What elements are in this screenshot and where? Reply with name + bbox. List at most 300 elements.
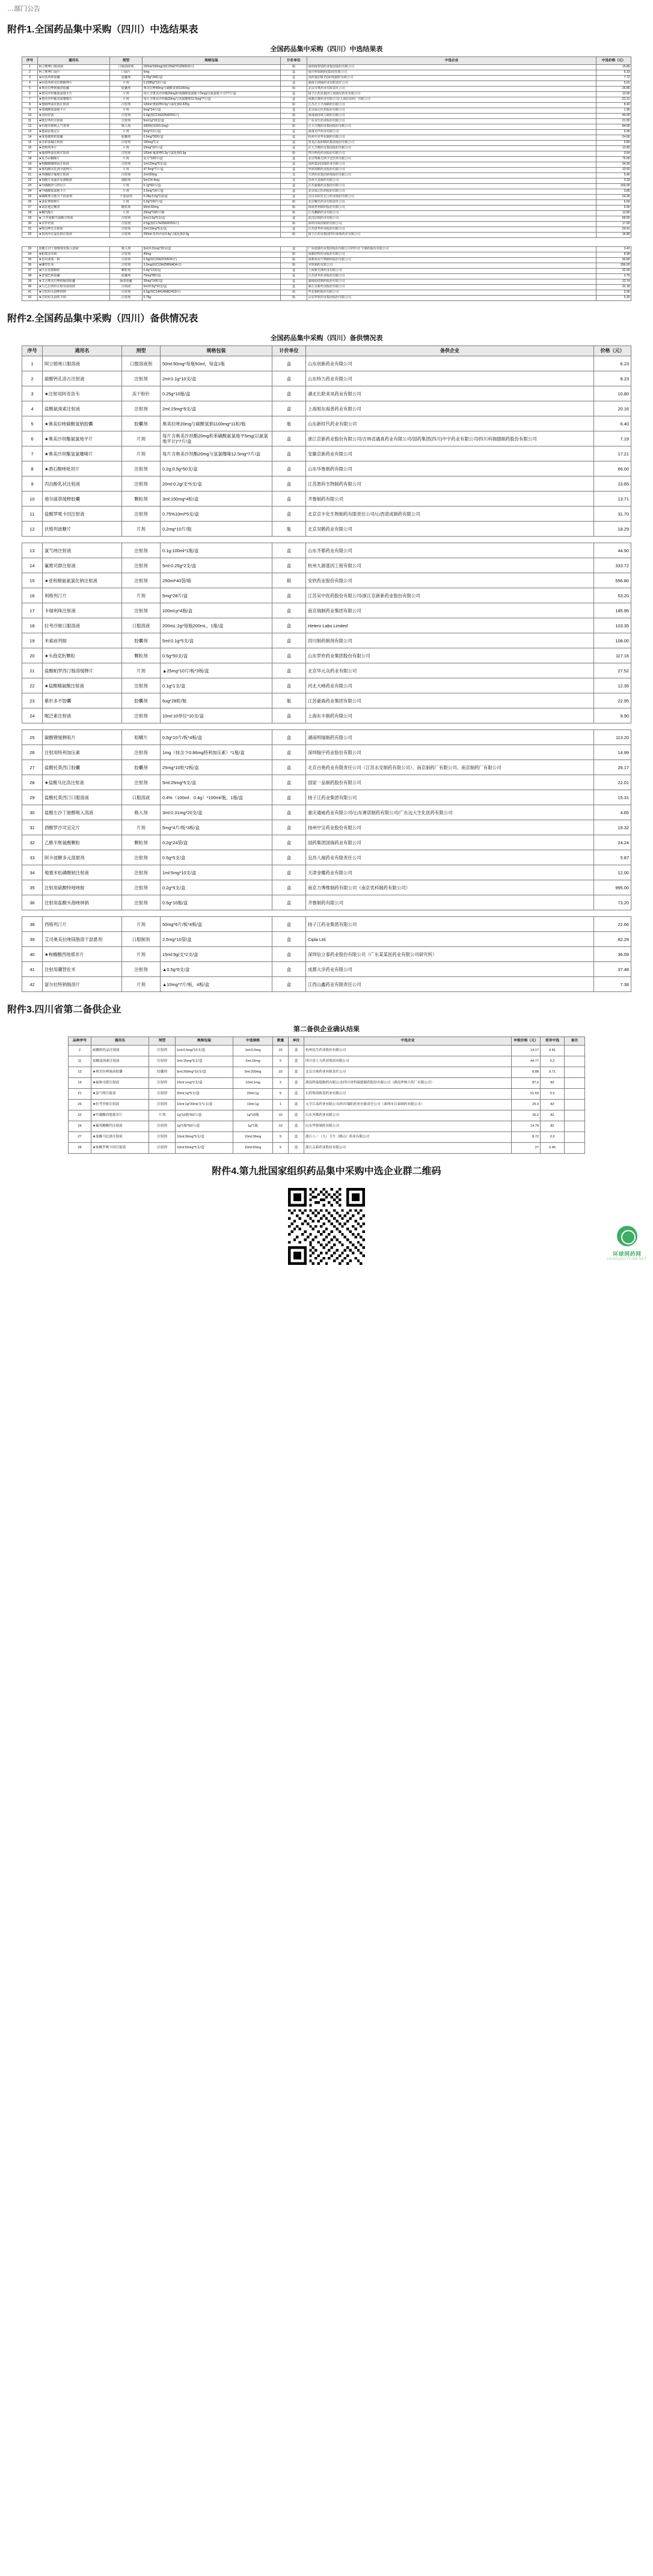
table-cell: 23 xyxy=(22,693,43,708)
table2-body-1 xyxy=(22,543,631,723)
table-cell: 24 xyxy=(69,1121,91,1131)
table-cell: 5mg*12片/盒 xyxy=(143,130,281,135)
table-cell: 滴眼剂 xyxy=(110,178,143,184)
table-cell: 2ml:90mg xyxy=(143,173,281,178)
table-cell: 盒 xyxy=(281,247,307,252)
table-cell: 13 xyxy=(22,543,43,558)
table-cell: 成都倍特药业股份有限公司 xyxy=(307,252,596,258)
table-cell: 31 xyxy=(22,227,38,233)
table-cell: 1 xyxy=(22,65,38,70)
table-row xyxy=(22,356,631,371)
table-cell: 100ml:p*4瓶/盒 xyxy=(161,603,272,618)
table-cell: 瓶 xyxy=(281,296,307,301)
table-cell: 氟维司群注射液 xyxy=(43,558,122,573)
table-cell: 0.2285g*12片/盒 xyxy=(143,81,281,87)
table-cell: 34.90 xyxy=(596,162,631,168)
table-cell: 18.29 xyxy=(594,522,631,537)
table-cell: 16.80 xyxy=(596,233,631,238)
table-row xyxy=(69,1099,585,1110)
table-cell xyxy=(565,1056,585,1067)
table-cell: 3ml:150mg*4粒/盒 xyxy=(161,492,272,507)
table-cell: 0.1g:100ml*1瓶/盒 xyxy=(161,543,272,558)
table-cell: 颗粒剂 xyxy=(122,648,161,663)
table-row xyxy=(22,850,631,865)
table-cell: ★葡萄糖酸钙注射液 xyxy=(91,1121,149,1131)
th-index: 序号 xyxy=(22,346,43,356)
table-row xyxy=(22,76,631,81)
table-cell: 广东迪康药业集团股份有限公司/四川汇宇制药股份有限公司 xyxy=(307,247,596,252)
table-cell: 29 xyxy=(22,216,38,222)
th-company: 中选企业 xyxy=(307,57,596,65)
table-cell: ★奥美拉唑钠肠溶胶囊 xyxy=(38,87,110,92)
table-cell: 盒 xyxy=(272,492,306,507)
table-cell: 28 xyxy=(69,1142,91,1153)
table-cell: 10 xyxy=(273,1067,289,1077)
table-cell: 20.16 xyxy=(594,401,631,416)
table-row xyxy=(22,947,631,962)
table-cell: 22 xyxy=(22,178,38,184)
th-dosage-form: 剂型 xyxy=(122,346,161,356)
table-cell: 5.87 xyxy=(594,850,631,865)
table-cell: 盒 xyxy=(272,932,306,947)
table-cell: ★地氯雷他定片 xyxy=(38,130,110,135)
table-cell: 33 xyxy=(22,247,38,252)
table-cell: 山东新时代药业有限公司 xyxy=(306,416,594,431)
table-cell: 36 xyxy=(22,263,38,269)
table-cell: 天津金耀药业有限公司 xyxy=(306,865,594,880)
table-cell: ★美罗培南 xyxy=(38,222,110,227)
table-cell: 注射用硼替佐米 xyxy=(43,962,122,977)
table-cell: 山东罗欣药业集团股份有限公司 xyxy=(306,648,594,663)
table-cell: ★盐酸马比洛注射液 xyxy=(91,1131,149,1142)
table-cell: 华润双鹤药业股份有限公司 xyxy=(307,168,596,173)
table-cell: 14.99 xyxy=(594,745,631,760)
table-cell: 四川制药制剂有限公司 xyxy=(306,633,594,648)
table-cell: 38 xyxy=(22,917,43,932)
table-cell: 169.00 xyxy=(596,184,631,189)
table-cell: 片剂 xyxy=(110,184,143,189)
table-cell: 200mL:2g*每瓶200mL，1瓶/盒 xyxy=(161,618,272,633)
table-cell: ★盐酸罗哌卡因注射液 xyxy=(91,1142,149,1153)
table-cell: 注射液 xyxy=(110,285,143,290)
table-cell: 0.2g*24袋/盒 xyxy=(161,835,272,850)
table-row xyxy=(22,81,631,87)
table-cell: 82 xyxy=(541,1099,565,1110)
table-cell: 上海旭东海普药业有限公司 xyxy=(306,401,594,416)
table-row xyxy=(22,195,631,200)
table-cell: 宜昌东阳光长江药业股份有限公司 xyxy=(307,195,596,200)
table-cell: 100ml:氟康唑0.2g与氯化钠0.9g xyxy=(143,151,281,157)
table-cell: 31 xyxy=(22,820,43,835)
table-cell: 注射剂 xyxy=(110,252,143,258)
table-cell: ★注射用头孢唑林钠 xyxy=(38,290,110,296)
table-cell: 片剂 xyxy=(122,588,161,603)
table-cell: 盐酸左沙丁胺醇雾化吸入溶液 xyxy=(38,247,110,252)
table-cell: ★奥美沙坦酯氢氯噻嗪片 xyxy=(38,97,110,103)
table-cell: 片剂 xyxy=(149,1110,176,1121)
table-cell: 6.40 xyxy=(594,416,631,431)
table-cell: 盒 xyxy=(272,895,306,910)
table-cell: 23.65 xyxy=(594,477,631,492)
table-cell: 盒 xyxy=(281,279,307,285)
table-cell: 47.5mg*7片/盒 xyxy=(143,168,281,173)
table-cell: 17.21 xyxy=(594,446,631,461)
table-row xyxy=(22,522,631,537)
table-cell: ★匹多莫德颗粒 xyxy=(38,269,110,274)
table-cell: 北京华元众药业有限公司 xyxy=(306,663,594,678)
th-generic-name: 通用名 xyxy=(91,1037,149,1046)
table-cell: 瓶 xyxy=(281,151,307,157)
table-cell: ★苯磺酸氨氯地平片 xyxy=(38,108,110,114)
table-cell: 4 xyxy=(22,81,38,87)
th-spec-package: 规格包装 xyxy=(143,57,281,65)
table-cell: 杭州中美华东制药有限公司 xyxy=(307,135,596,141)
table-cell: 6.06 xyxy=(596,130,631,135)
table-cell: 41 xyxy=(22,962,43,977)
table-cell: 5mg*4片/板*3板/盒 xyxy=(161,820,272,835)
table-cell: 注射剂 xyxy=(122,401,161,416)
table-cell: 口服溶液剂 xyxy=(122,356,161,371)
table-cell: 26 xyxy=(22,200,38,206)
table-cell: 盒 xyxy=(272,865,306,880)
table-cell: 浙江八一（九）卫生（鹤山）药业有限公司 xyxy=(304,1131,512,1142)
th-item-index: 品种序号 xyxy=(69,1037,91,1046)
table-cell: 51.69 xyxy=(512,1088,541,1099)
table-cell: 29.91 xyxy=(596,227,631,233)
table-row xyxy=(22,790,631,805)
table-cell: 250ml:莫西沙星0.4g与氯化钠2.0g xyxy=(143,233,281,238)
table-cell: 0.5g(按C17H25N3O5S计) xyxy=(143,222,281,227)
table-cell: 2 xyxy=(69,1045,91,1056)
table-cell: 盐酸左沙丁胺醇吸入溶液 xyxy=(43,805,122,820)
table-cell: 江苏吴中医药股份有限公司/浙江京新新药业股份有限公司 xyxy=(306,588,594,603)
table-cell: ★氯化钾缓释片 xyxy=(38,200,110,206)
table-row xyxy=(22,492,631,507)
table-cell: 元亨江南药业有限公司/四川蜀阳药业有限责任公司（深圳市百泰制药有限公司） xyxy=(304,1099,512,1110)
table-cell: 片剂 xyxy=(122,522,161,537)
table-cell: 北京百奥药业有限责任公司 xyxy=(304,1067,512,1077)
table-cell: 15 xyxy=(22,141,38,146)
table-cell: 瓶 xyxy=(272,522,306,537)
table-cell: 5 xyxy=(22,416,43,431)
table-cell: 深圳翰宇药业股份有限公司 xyxy=(306,745,594,760)
table-cell: 10 xyxy=(22,114,38,119)
table-cell: 注射剂 xyxy=(110,114,143,119)
table-cell: 12.00 xyxy=(594,865,631,880)
table-cell: 9.90 xyxy=(594,708,631,723)
table-cell: 14 xyxy=(22,135,38,141)
table-cell: 每片含奥美沙坦酯20mg与氢氯噻嗪12.5mg*7片/盒 xyxy=(143,97,281,103)
table-cell: ★普瑞巴林胶囊 xyxy=(38,274,110,279)
table-cell: 盒 xyxy=(281,92,307,97)
table-cell: 支 xyxy=(281,173,307,178)
table-cell: 5ml:25mg*5支/盒 xyxy=(161,775,272,790)
table-cell: 24.36 xyxy=(596,195,631,200)
table-cell: 片剂 xyxy=(110,200,143,206)
table-cell: 37 xyxy=(22,269,38,274)
table-cell: 6.23 xyxy=(594,356,631,371)
table-cell: 扬子江药业集团有限公司 xyxy=(306,790,594,805)
table-cell: 26.17 xyxy=(594,760,631,775)
table-row xyxy=(22,200,631,206)
table-row xyxy=(22,760,631,775)
table-cell: 0.81 xyxy=(541,1045,565,1056)
table-row xyxy=(22,962,631,977)
table-cell: 片剂 xyxy=(122,446,161,461)
table-cell: 24 xyxy=(22,189,38,195)
table-cell: 地塞米松磷酸钠注射液 xyxy=(43,865,122,880)
th-remark: 备注 xyxy=(565,1037,585,1046)
table-cell: 15 xyxy=(22,573,43,588)
table-row xyxy=(22,157,631,162)
table-cell: 片剂 xyxy=(110,108,143,114)
table-row xyxy=(22,130,631,135)
table-cell: 117.16 xyxy=(594,648,631,663)
table-cell: 30 xyxy=(22,222,38,227)
table-cell: 盒 xyxy=(272,805,306,820)
table2-container xyxy=(22,330,631,537)
table-cell: ★氟维司群注射液 xyxy=(91,1077,149,1088)
table-cell: 安徽京新药业有限公司 xyxy=(306,446,594,461)
table-cell: 北京百奥药业有限责任公司 xyxy=(307,87,596,92)
table-cell: 片剂 xyxy=(110,189,143,195)
table-cell xyxy=(565,1077,585,1088)
table-cell: 13.50 xyxy=(596,168,631,173)
table-cell: 齐鲁制药有限公司 xyxy=(306,895,594,910)
table-cell: 26 xyxy=(69,1099,91,1110)
table-cell: 7.38 xyxy=(594,977,631,992)
table-cell: ★注射用头孢呋辛钠 xyxy=(38,296,110,301)
table-row xyxy=(69,1142,585,1153)
table1b-body xyxy=(22,247,631,301)
table-cell: 2ml:10mg*5支/盒 xyxy=(143,227,281,233)
table-row xyxy=(22,227,631,233)
table-row xyxy=(22,87,631,92)
table-row xyxy=(22,233,631,238)
table-cell: 注射剂 xyxy=(110,263,143,269)
table-cell: 盒 xyxy=(272,386,306,401)
table-cell: ▲10mg*7片/板，4板/盒 xyxy=(161,977,272,992)
table-row xyxy=(22,114,631,119)
table-cell: 正大天晴药业集团股份有限公司 xyxy=(307,146,596,151)
table-cell: 山东特力药业有限公司 xyxy=(306,371,594,386)
table-row xyxy=(22,880,631,895)
th-unit: 计价单位 xyxy=(281,57,307,65)
table-cell: 3.64 xyxy=(596,151,631,157)
table-cell xyxy=(565,1121,585,1131)
table-cell: 0.2mg*10片/瓶 xyxy=(161,522,272,537)
table-cell: 0.45 xyxy=(541,1142,565,1153)
table-cell: 盒 xyxy=(272,446,306,461)
table-cell: 8 xyxy=(22,103,38,108)
table-cell: 21.55 xyxy=(596,119,631,124)
table1-caption: 全国药品集中采购（四川）中选结果表 xyxy=(270,46,383,53)
table-cell: 盒 xyxy=(281,227,307,233)
th-generic-name: 通用名 xyxy=(38,57,110,65)
table-cell: 5ml:0.25g*2支/盒 xyxy=(161,558,272,573)
table-cell: 66.00 xyxy=(594,461,631,477)
table-cell: 8.23 xyxy=(594,371,631,386)
table-cell: 0.2g:0.5g*50支/盒 xyxy=(161,461,272,477)
table-cell: 9.90 xyxy=(596,206,631,211)
table-cell: ★亚班精氨氨氯化钠注射液 xyxy=(43,573,122,588)
table-cell: 5 xyxy=(273,1056,289,1067)
th-declared-price: 申报价格（元） xyxy=(512,1037,541,1046)
table-row xyxy=(22,932,631,947)
table-cell: 5ml:1g*10支/盒 xyxy=(143,119,281,124)
table-cell: 河北大峰药业有限公司 xyxy=(306,678,594,693)
table-cell: 7.19 xyxy=(594,431,631,446)
table-cell: 5 xyxy=(273,1088,289,1099)
table-cell: 盒 xyxy=(281,168,307,173)
table-cell: 盒 xyxy=(272,835,306,850)
table-row xyxy=(22,92,631,97)
table-cell: 16 xyxy=(22,146,38,151)
table-cell: ★头孢克肟颗粒 xyxy=(43,648,122,663)
table-cell: 注射剂 xyxy=(122,461,161,477)
table-cell: 盒 xyxy=(272,633,306,648)
table-cell: 185.95 xyxy=(594,603,631,618)
table-cell: 19.32 xyxy=(594,820,631,835)
table-cell: 瓶 xyxy=(281,222,307,227)
table-cell: 艾司奥美拉唑镁肠溶干混悬剂 xyxy=(43,932,122,947)
table-cell: 北京福元医药股份有限公司 xyxy=(307,108,596,114)
table-cell: 0.3g(按C21H22N4O5S计) xyxy=(143,114,281,119)
table-cell: 19 xyxy=(69,1077,91,1088)
table-cell: 10ml:50mg*5支/盒 xyxy=(176,1142,233,1153)
table-row xyxy=(22,977,631,992)
table-cell: 盒 xyxy=(272,356,306,371)
th-spec-package: 规格包装 xyxy=(176,1037,233,1046)
table-cell: 16 xyxy=(22,588,43,603)
table-cell: ★氟康唑氯化钠注射液 xyxy=(38,151,110,157)
table-cell: 50mg*6片/板*4板/盒 xyxy=(161,917,272,932)
table-row xyxy=(22,103,631,108)
table-cell: 盒 xyxy=(272,431,306,446)
table-cell: ★氯雷他定糖浆 xyxy=(38,206,110,211)
table-cell: 13.71 xyxy=(594,492,631,507)
table-row xyxy=(22,895,631,910)
table-cell: 盒 xyxy=(289,1045,304,1056)
table-cell: 1ml:5mg*10支/盒 xyxy=(161,865,272,880)
table-cell xyxy=(565,1067,585,1077)
table-cell: ★左乙拉西坦注射用浓溶液 xyxy=(38,285,110,290)
table-cell: 乙酰半胱氨酸颗粒 xyxy=(43,835,122,850)
table-row xyxy=(22,65,631,70)
table-cell: 44.90 xyxy=(594,543,631,558)
table-cell: 北京曙光药业有限责任公司 xyxy=(307,200,596,206)
table-cell: 南京瑞制药业集团有限公司 xyxy=(306,603,594,618)
table-cell: 湖南五洲通药业有限责任公司 xyxy=(307,81,596,87)
table-cell: ★帕瑞昔布钠 xyxy=(38,252,110,258)
table-cell: 胶囊剂 xyxy=(122,760,161,775)
table-cell: 1g*1瓶*60片/盒 xyxy=(176,1121,233,1131)
table-cell: 利格列汀片 xyxy=(43,588,122,603)
table-cell: 19 xyxy=(22,162,38,168)
table-cell: 995.00 xyxy=(594,880,631,895)
table-cell: 3.76 xyxy=(596,274,631,279)
table-cell: 7 xyxy=(22,446,43,461)
table-cell: 北京福元医药股份有限公司 xyxy=(307,189,596,195)
table-cell: 0.3 xyxy=(541,1131,565,1142)
table-row xyxy=(22,835,631,850)
table-cell: 瓶 xyxy=(281,211,307,216)
table-cell: 瓶 xyxy=(281,124,307,130)
table-cell: 胶囊剂 xyxy=(110,135,143,141)
table-row xyxy=(22,507,631,522)
table-cell: 103.35 xyxy=(594,618,631,633)
watermark-name: 环球网药网 xyxy=(613,1250,642,1257)
table-cell: 奥美拉唑20mg与碳酸氢钠1100mg*11粒/瓶 xyxy=(161,416,272,431)
table-cell: 3ml:0.31mg*20支/盒 xyxy=(143,247,281,252)
table-cell: 片剂 xyxy=(122,820,161,835)
table1-container xyxy=(22,41,631,238)
table-cell: 海南通用康力制药有限公司 xyxy=(307,114,596,119)
table-cell: 盒 xyxy=(272,648,306,663)
table-cell: 32.18 xyxy=(596,285,631,290)
table-cell: 盒 xyxy=(281,157,307,162)
table-row xyxy=(22,141,631,146)
table-cell xyxy=(565,1099,585,1110)
table-cell: 34 xyxy=(22,865,43,880)
table-row xyxy=(22,678,631,693)
table-cell: 3 xyxy=(22,386,43,401)
table-cell: 盐酸帕罗西汀肠溶缓释片 xyxy=(43,663,122,678)
table-cell: 10ml:36mg xyxy=(233,1131,273,1142)
table-cell: 每片含奥美沙坦酯20mg和苯磺酸氨氯地平5mg(以氨氯地平计)*7片/盒 xyxy=(143,92,281,97)
table-cell: 盒 xyxy=(272,543,306,558)
table-cell: 50ml:50mg*每瓶50ml，每盒1瓶 xyxy=(161,356,272,371)
table-row xyxy=(22,401,631,416)
table-cell: 注射剂 xyxy=(110,233,143,238)
table-cell: ★多索茶碱注射液 xyxy=(38,141,110,146)
table-row xyxy=(22,135,631,141)
table-cell: 江苏鹏鹞药业有限公司 xyxy=(307,211,596,216)
table-cell: 23 xyxy=(22,184,38,189)
table-cell: 113.20 xyxy=(594,730,631,745)
table3-container xyxy=(68,1022,585,1154)
table-cell: 武汉启瑞药业有限公司 xyxy=(307,216,596,222)
table2-body-3 xyxy=(22,917,631,992)
table-cell: 0.2 xyxy=(541,1056,565,1067)
table-cell: ★奥美拉唑肠溶胶囊 xyxy=(91,1067,149,1077)
table-cell: 奥美拉唑40mg与碳酸氢钠1100mg xyxy=(143,87,281,92)
qr-code xyxy=(288,1188,365,1265)
table-cell: 注射剂 xyxy=(149,1121,176,1131)
table-cell: 阿立哌唑口服溶液 xyxy=(43,356,122,371)
table-cell: 杭州九源基因工程有限公司 xyxy=(306,558,594,573)
th-count: 数量 xyxy=(273,1037,289,1046)
table-cell: ★布地奈德吸入气雾剂 xyxy=(38,124,110,130)
table-cell: ★ 门冬氨酸鸟氨酸注射液 xyxy=(38,216,110,222)
table-cell: 296.00 xyxy=(596,263,631,269)
table-cell: 注射剂 xyxy=(149,1045,176,1056)
table-cell: 200揿(每揿0.1mg) xyxy=(143,124,281,130)
table-cell: ★比阿培南 xyxy=(38,114,110,119)
table-cell: 黑龙江福和制药集团股份有限公司 xyxy=(307,141,596,146)
table-cell: 咀嚼片 xyxy=(122,730,161,745)
table-cell: 吸入剂 xyxy=(122,805,161,820)
table-cell: 胶囊剂 xyxy=(122,416,161,431)
table-cell: ★复方α-酮酸片 xyxy=(38,157,110,162)
table-cell: 0.5g*10片/板*4板/盒 xyxy=(161,730,272,745)
table-cell: 31.70 xyxy=(594,507,631,522)
table-cell: ★环磷腺苷葡胺注射液 xyxy=(38,173,110,178)
table-cell: 6ug*28粒/瓶 xyxy=(161,693,272,708)
table-cell: 29 xyxy=(22,790,43,805)
table-cell: 注射剂 xyxy=(122,895,161,910)
table-cell: 注射剂 xyxy=(110,119,143,124)
